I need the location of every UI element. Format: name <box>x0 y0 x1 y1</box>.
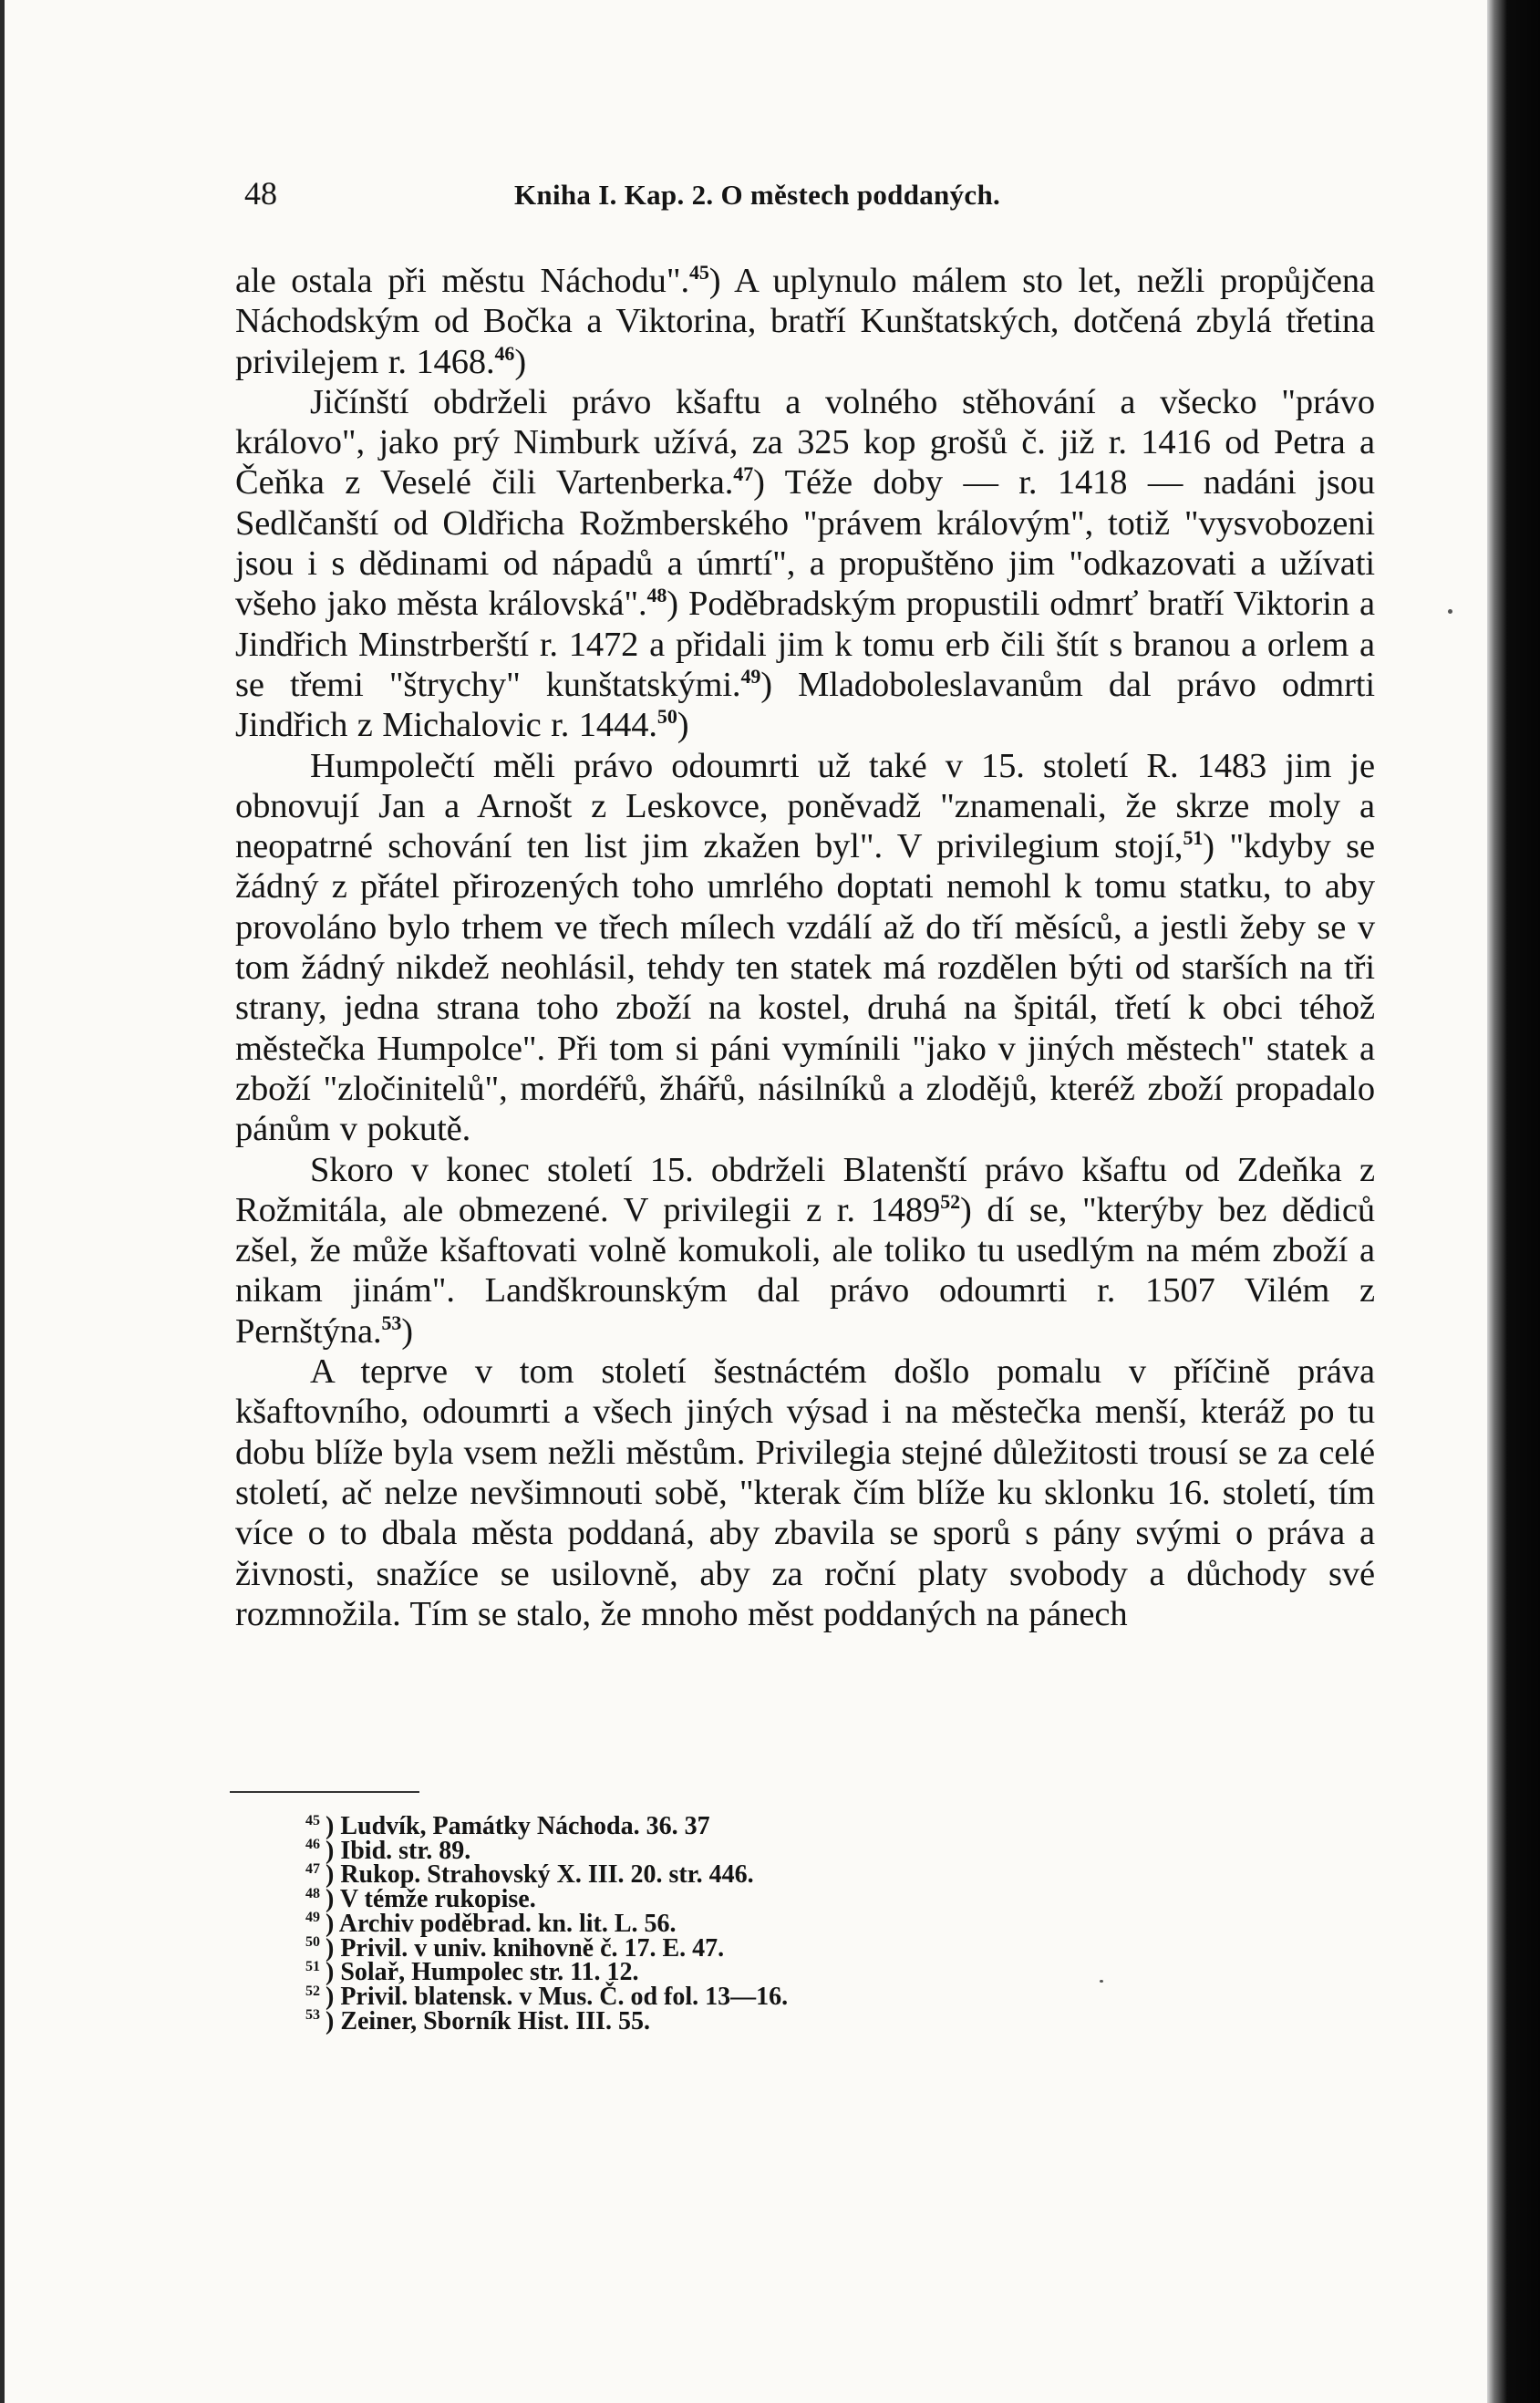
footnote-mark: 46 <box>305 1837 320 1853</box>
scan-edge-right <box>1487 0 1540 2403</box>
footnote-text: ) Ibid. str. 89. <box>326 1836 471 1865</box>
footnote-mark: 51 <box>305 1958 320 1974</box>
footnote <box>305 1860 1126 1890</box>
paragraph <box>235 382 1375 746</box>
footnote-mark: 47 <box>305 1861 320 1878</box>
text-run: A teprve v tom století šestnáctém došlo pomalu v příčině práva kšaftovního, odoumrti a všech jiných výsad i na městečka menší, kteráž po tu dobu blíže byla vsem nežli městům. Privilegia stejné důležitosti trousí se za celé století, ač nelze nevšimnouti sobě, "kterak čím blíže ku sklonku 16. století, tím více o to dbala města poddaná, aby zbavila se sporů s pány svými o práva a živnosti, snažíce se usilovně, aby za roční platy svobody a důchody své rozmnožila. Tím se stalo, že mnoho měst poddaných na pánech <box>235 1352 1375 1633</box>
footnote-reference: 53 <box>381 1310 402 1334</box>
footnote-reference: 47 <box>733 462 754 486</box>
footnote <box>305 1909 1126 1938</box>
footnote <box>305 1812 1126 1840</box>
footnote-reference: 45 <box>688 261 709 285</box>
text-run: Skoro v konec století 15. obdrželi Blatenští právo kšaftu od Zdeňka z Rožmitála, ale obmezené. V privilegii z r. 1489 <box>235 1150 1375 1229</box>
page-header <box>244 171 1366 219</box>
footnote-text: ) Privil. v univ. knihovně č. 17. E. 47. <box>326 1933 725 1963</box>
footnote-mark: 53 <box>305 2007 320 2024</box>
text-run: ) Poděbradským propustili odmrť bratří Viktorin a Jindřich Minstrberští r. 1472 a přidali jim k tomu erb čili štít s branou a orlem a se třemi "štrychy" kunštatskými. <box>235 585 1375 704</box>
footnote-mark: 49 <box>305 1910 320 1926</box>
footnote-text: ) Archiv poděbrad. kn. lit. L. 56. <box>326 1909 677 1938</box>
text-run: ) Téže doby — r. 1418 — nadáni jsou Sedlčanští od Oldřicha Rožmberského "právem královým", totiž "vysvobozeni jsou i s dědinami od nápadů a úmrtí", a propuštěno jim "odkazovati a užívati všeho jako města královská". <box>235 463 1375 624</box>
text-run: ) A uplynulo málem sto let, nežli propůjčena Náchodským od Bočka a Viktorina, bratří Kunštatských, dotčená zbylá třetina privilejem r. 1468. <box>235 262 1375 381</box>
scan-speck <box>1100 1980 1103 1983</box>
footnote-text: ) Ludvík, Památky Náchoda. 36. 37 <box>326 1812 710 1840</box>
footnote <box>305 1958 1126 1987</box>
paragraph <box>235 746 1375 1150</box>
footnote-text: ) Zeiner, Sborník Hist. III. 55. <box>326 2006 651 2035</box>
footnote-reference: 49 <box>740 665 761 689</box>
text-run: ale ostala při městu Náchodu". <box>235 262 689 300</box>
body-text <box>235 261 1375 1634</box>
footnote-divider <box>230 1791 419 1793</box>
footnote <box>305 2006 1126 2035</box>
text-run: ) <box>401 1311 414 1351</box>
footnote-mark: 45 <box>305 1812 320 1828</box>
text-run: ) "kdyby se žádný z přátel přirozených toho umrlého doptati nemohl k tomu statku, to aby provoláno bylo trhem ve třech mílech vzdálí až do tří měsíců, a jestli žeby se v tom žádný nikdež neohlásil, tehdy ten statek má rozdělen býti od starších na tři strany, jedna strana toho zboží na kostel, druhá na špitál, třetí k obci téhož městečka Humpolce". Při tom si páni vymínili "jako v jiných městech" statek a zboží "zločinitelů", mordéřů, žhářů, násilníků a zlodějů, kteréž zboží propadalo pánům v pokutě. <box>235 827 1375 1149</box>
paragraph <box>235 1150 1375 1352</box>
footnote <box>305 1836 1126 1865</box>
scan-edge-left <box>0 0 5 2403</box>
footnote-reference: 48 <box>646 584 667 607</box>
footnote <box>305 1885 1126 1914</box>
footnote-reference: 50 <box>656 705 677 729</box>
footnote-text: ) Solař, Humpolec str. 11. 12. <box>326 1958 639 1987</box>
text-run: ) <box>514 342 527 381</box>
page-number: 48 <box>244 175 277 212</box>
footnote-mark: 48 <box>305 1885 320 1901</box>
footnote-text: ) Rukop. Strahovský X. III. 20. str. 446. <box>326 1860 754 1890</box>
footnote-text: ) Privil. blatensk. v Mus. Č. od fol. 13—16. <box>326 1982 789 2011</box>
footnote-reference: 51 <box>1183 826 1204 850</box>
text-run: Jičínští obdrželi právo kšaftu a volného stěhování a všecko "právo královo", jako prý Nimburk užívá, za 325 kop grošů č. již r. 1416 od Petra a Čeňka z Veselé čili Vartenberka. <box>235 382 1375 502</box>
text-run: ) Mladoboleslavanům dal právo odmrti Jindřich z Michalovic r. 1444. <box>235 665 1375 745</box>
footnote-mark: 50 <box>305 1934 320 1951</box>
footnote-reference: 52 <box>940 1190 961 1213</box>
scan-speck <box>1448 609 1452 614</box>
footnote <box>305 1933 1126 1963</box>
footnote <box>305 1982 1126 2011</box>
text-run: ) <box>677 706 689 745</box>
footnote-text: ) V témže rukopise. <box>326 1885 536 1914</box>
footnote-reference: 46 <box>494 341 515 365</box>
paragraph <box>235 1352 1375 1634</box>
footnote-mark: 52 <box>305 1983 320 1999</box>
text-run: Humpolečtí měli právo odoumrti už také v 15. století R. 1483 jim je obnovují Jan a Arnošt z Leskovce, poněvadž "znamenali, že skrze moly a neopatrné schování ten list jim zkažen byl". V privilegium stojí, <box>235 746 1375 866</box>
paragraph <box>235 261 1375 382</box>
running-head: Kniha I. Kap. 2. O městech poddaných. <box>514 179 1001 211</box>
text-run: ) dí se, "kterýby bez dědiců zšel, že může kšaftovati volně komukoli, ale toliko tu usedlým na mém zboží a nikam jinám". Landškrounským dal právo odoumrti r. 1507 Vilém z Pernštýna. <box>235 1190 1375 1351</box>
footnotes <box>305 1812 1126 2035</box>
